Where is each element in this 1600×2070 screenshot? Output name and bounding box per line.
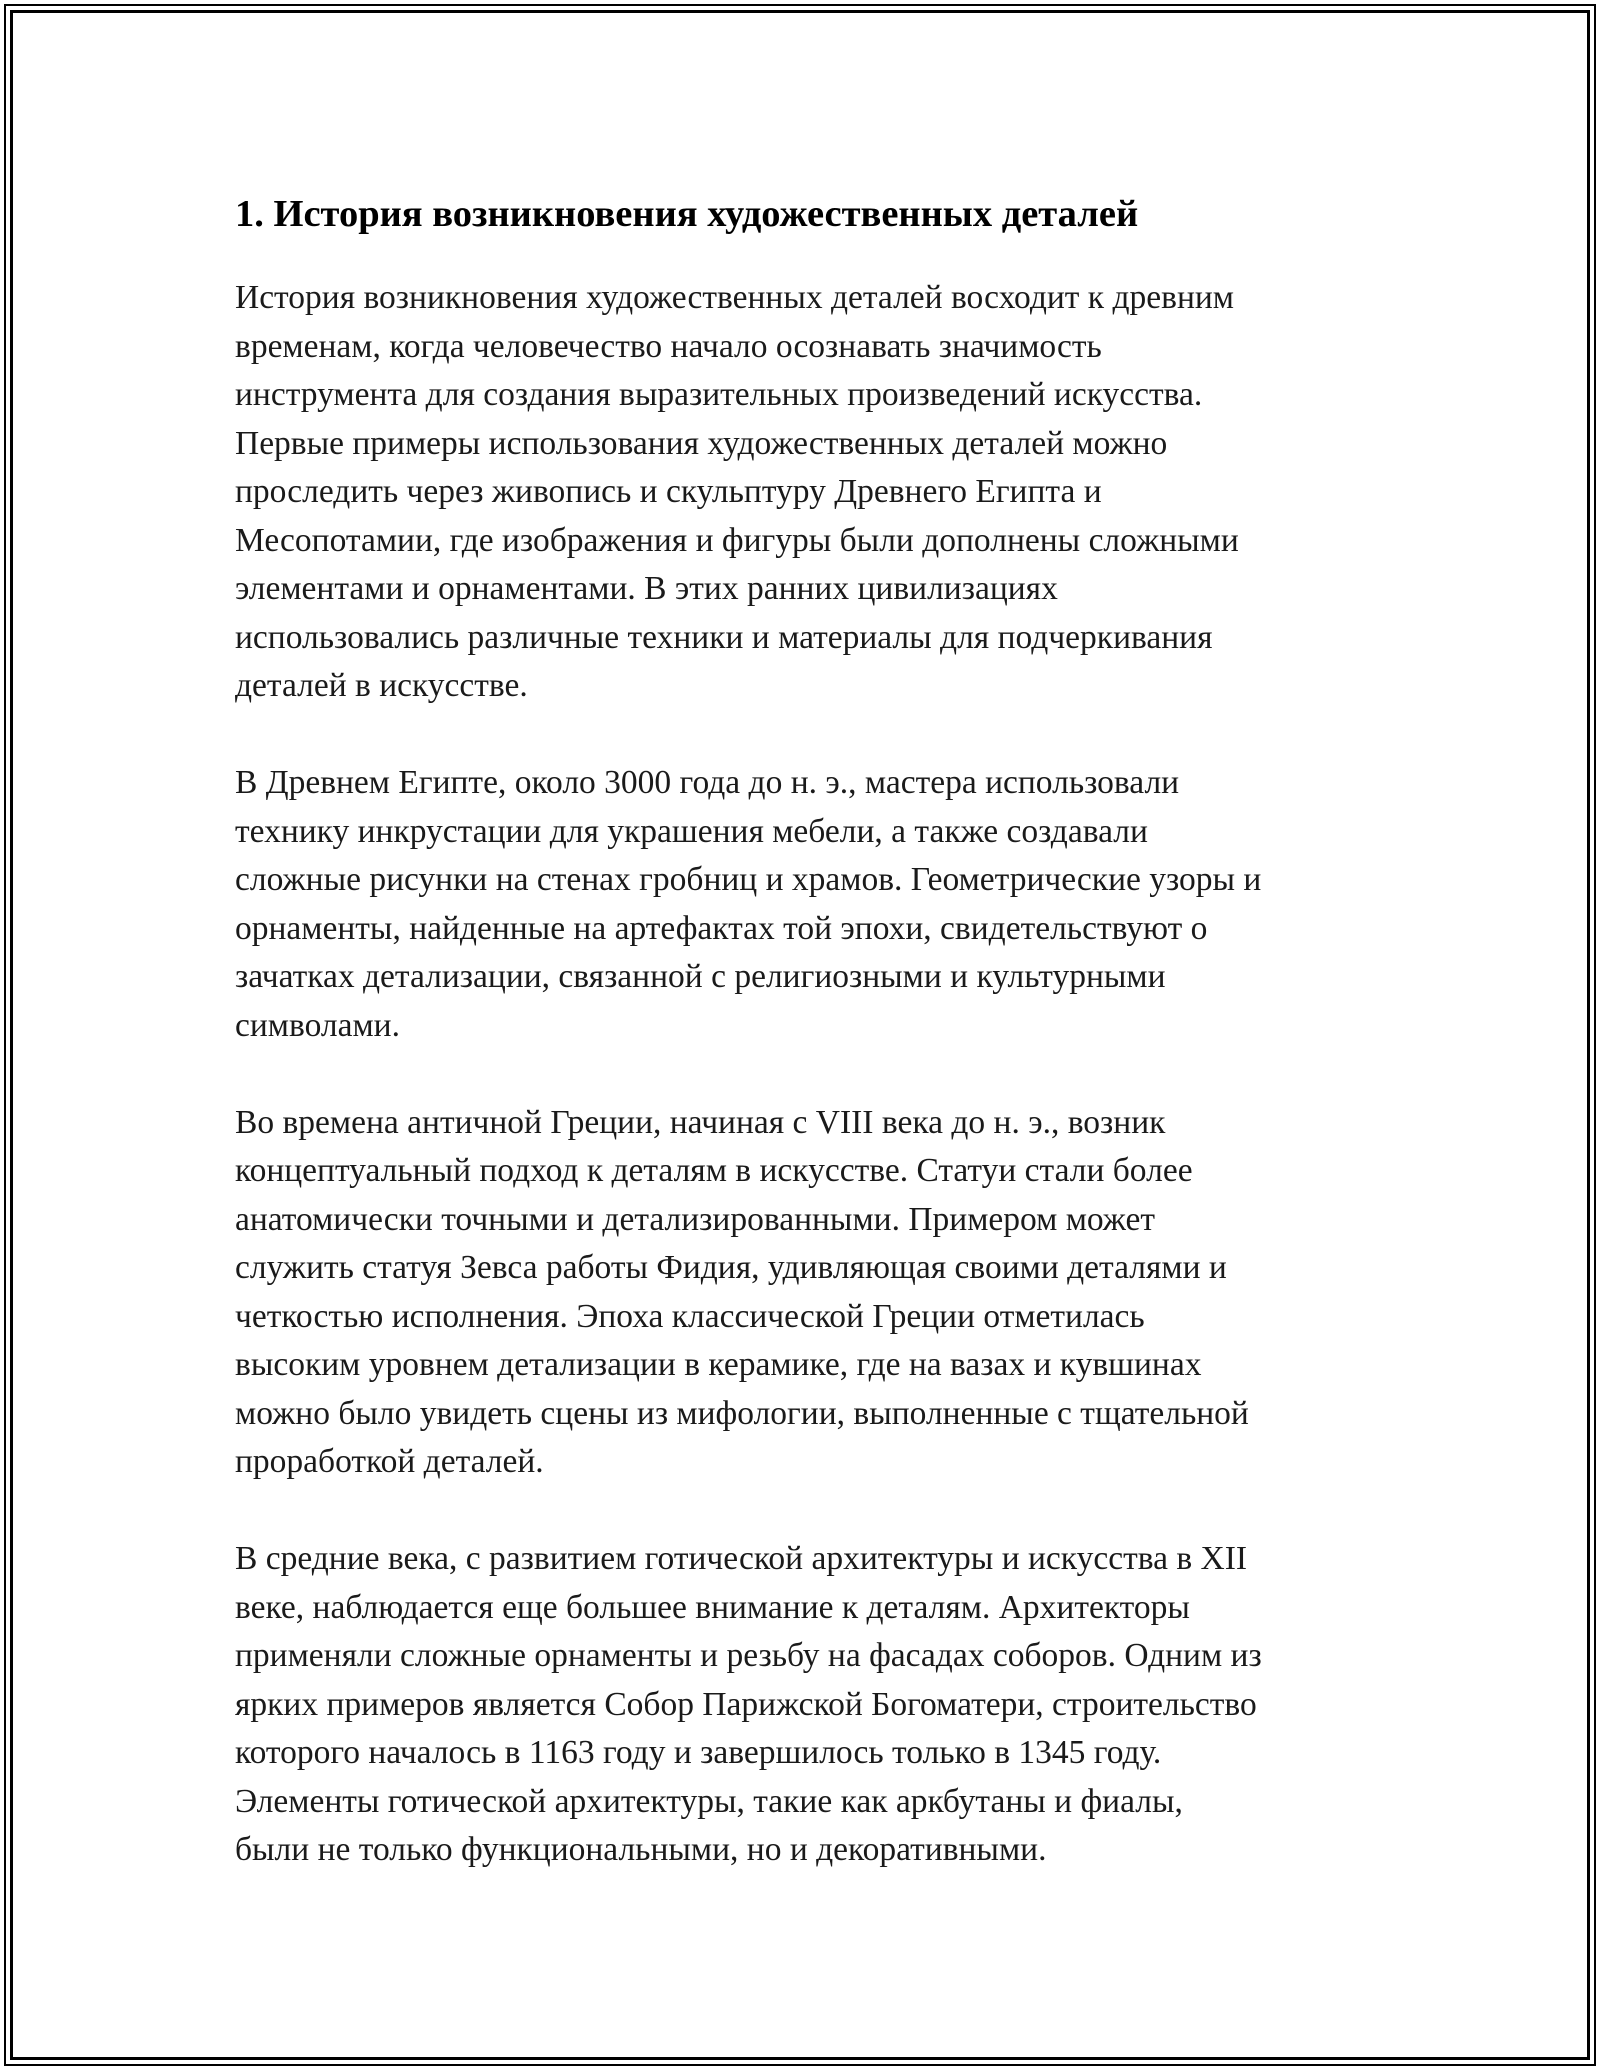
paragraph-line: Месопотамии, где изображения и фигуры были дополнены сложными [235,521,1239,559]
paragraph-line: Во времена античной Греции, начиная с VIII века до н. э., возник [235,1103,1166,1141]
paragraph-line: служить статуя Зевса работы Фидия, удивляющая своими деталями и [235,1249,1227,1286]
paragraph-line: В средние века, с развитием готической архитектуры и искусства в XII [235,1540,1248,1577]
paragraph-line: которого началось в 1163 году и завершилось только в 1345 году. [235,1734,1162,1771]
paragraph-line: временам, когда человечество начало осознавать значимость [235,327,1102,365]
paragraph-line: концептуальный подход к деталям в искусстве. Статуи стали более [235,1152,1193,1189]
paragraph-line: Элементы готической архитектуры, такие как аркбутаны и фиалы, [235,1782,1183,1820]
paragraph-line: четкостью исполнения. Эпоха классической Греции отметилась [235,1297,1145,1335]
paragraph-line: технику инкрустации для украшения мебели, а также создавали [235,812,1148,850]
paragraph-line: зачатках детализации, связанной с религиозными и культурными [235,958,1166,995]
paragraph-line: применяли сложные орнаменты и резьбу на фасадах соборов. Одним из [235,1637,1262,1674]
body-paragraph [235,274,1370,711]
body-paragraph [235,1099,1370,1487]
paragraph-line: Первые примеры использования художественных деталей можно [235,424,1168,462]
document-body [235,188,1370,1923]
paragraph-line: ярких примеров является Собор Парижской Богоматери, строительство [235,1685,1257,1723]
paragraph-line: анатомически точными и детализированными. Примером может [235,1200,1156,1238]
paragraph-line: История возникновения художественных деталей восходит к древним [235,279,1234,316]
body-paragraph [235,1535,1370,1875]
paragraph-line: проработкой деталей. [235,1443,544,1480]
section-heading: 1. История возникновения художественных деталей [235,193,1139,235]
paragraph-line: В Древнем Египте, около 3000 года до н. э., мастера использовали [235,764,1180,801]
paragraph-line: сложные рисунки на стенах гробниц и храмов. Геометрические узоры и [235,861,1262,898]
paragraph-line: можно было увидеть сцены из мифологии, выполненные с тщательной [235,1394,1249,1432]
paragraph-line: орнаменты, найденные на артефактах той эпохи, свидетельствуют о [235,909,1208,947]
paragraph-line: символами. [235,1006,400,1044]
paragraph-line: деталей в искусстве. [235,667,528,704]
paragraph-line: были не только функциональными, но и декоративными. [235,1831,1047,1868]
paragraph-list [235,274,1370,1875]
paragraph-line: элементами и орнаментами. В этих ранних цивилизациях [235,570,1058,607]
paragraph-line: веке, наблюдается еще большее внимание к деталям. Архитекторы [235,1588,1190,1626]
paragraph-line: высоким уровнем детализации в керамике, где на вазах и кувшинах [235,1346,1202,1383]
paragraph-line: использовались различные техники и материалы для подчеркивания [235,618,1213,656]
body-paragraph [235,759,1370,1050]
paragraph-line: инструмента для создания выразительных произведений искусства. [235,376,1203,413]
paragraph-line: проследить через живопись и скульптуру Древнего Египта и [235,473,1102,510]
